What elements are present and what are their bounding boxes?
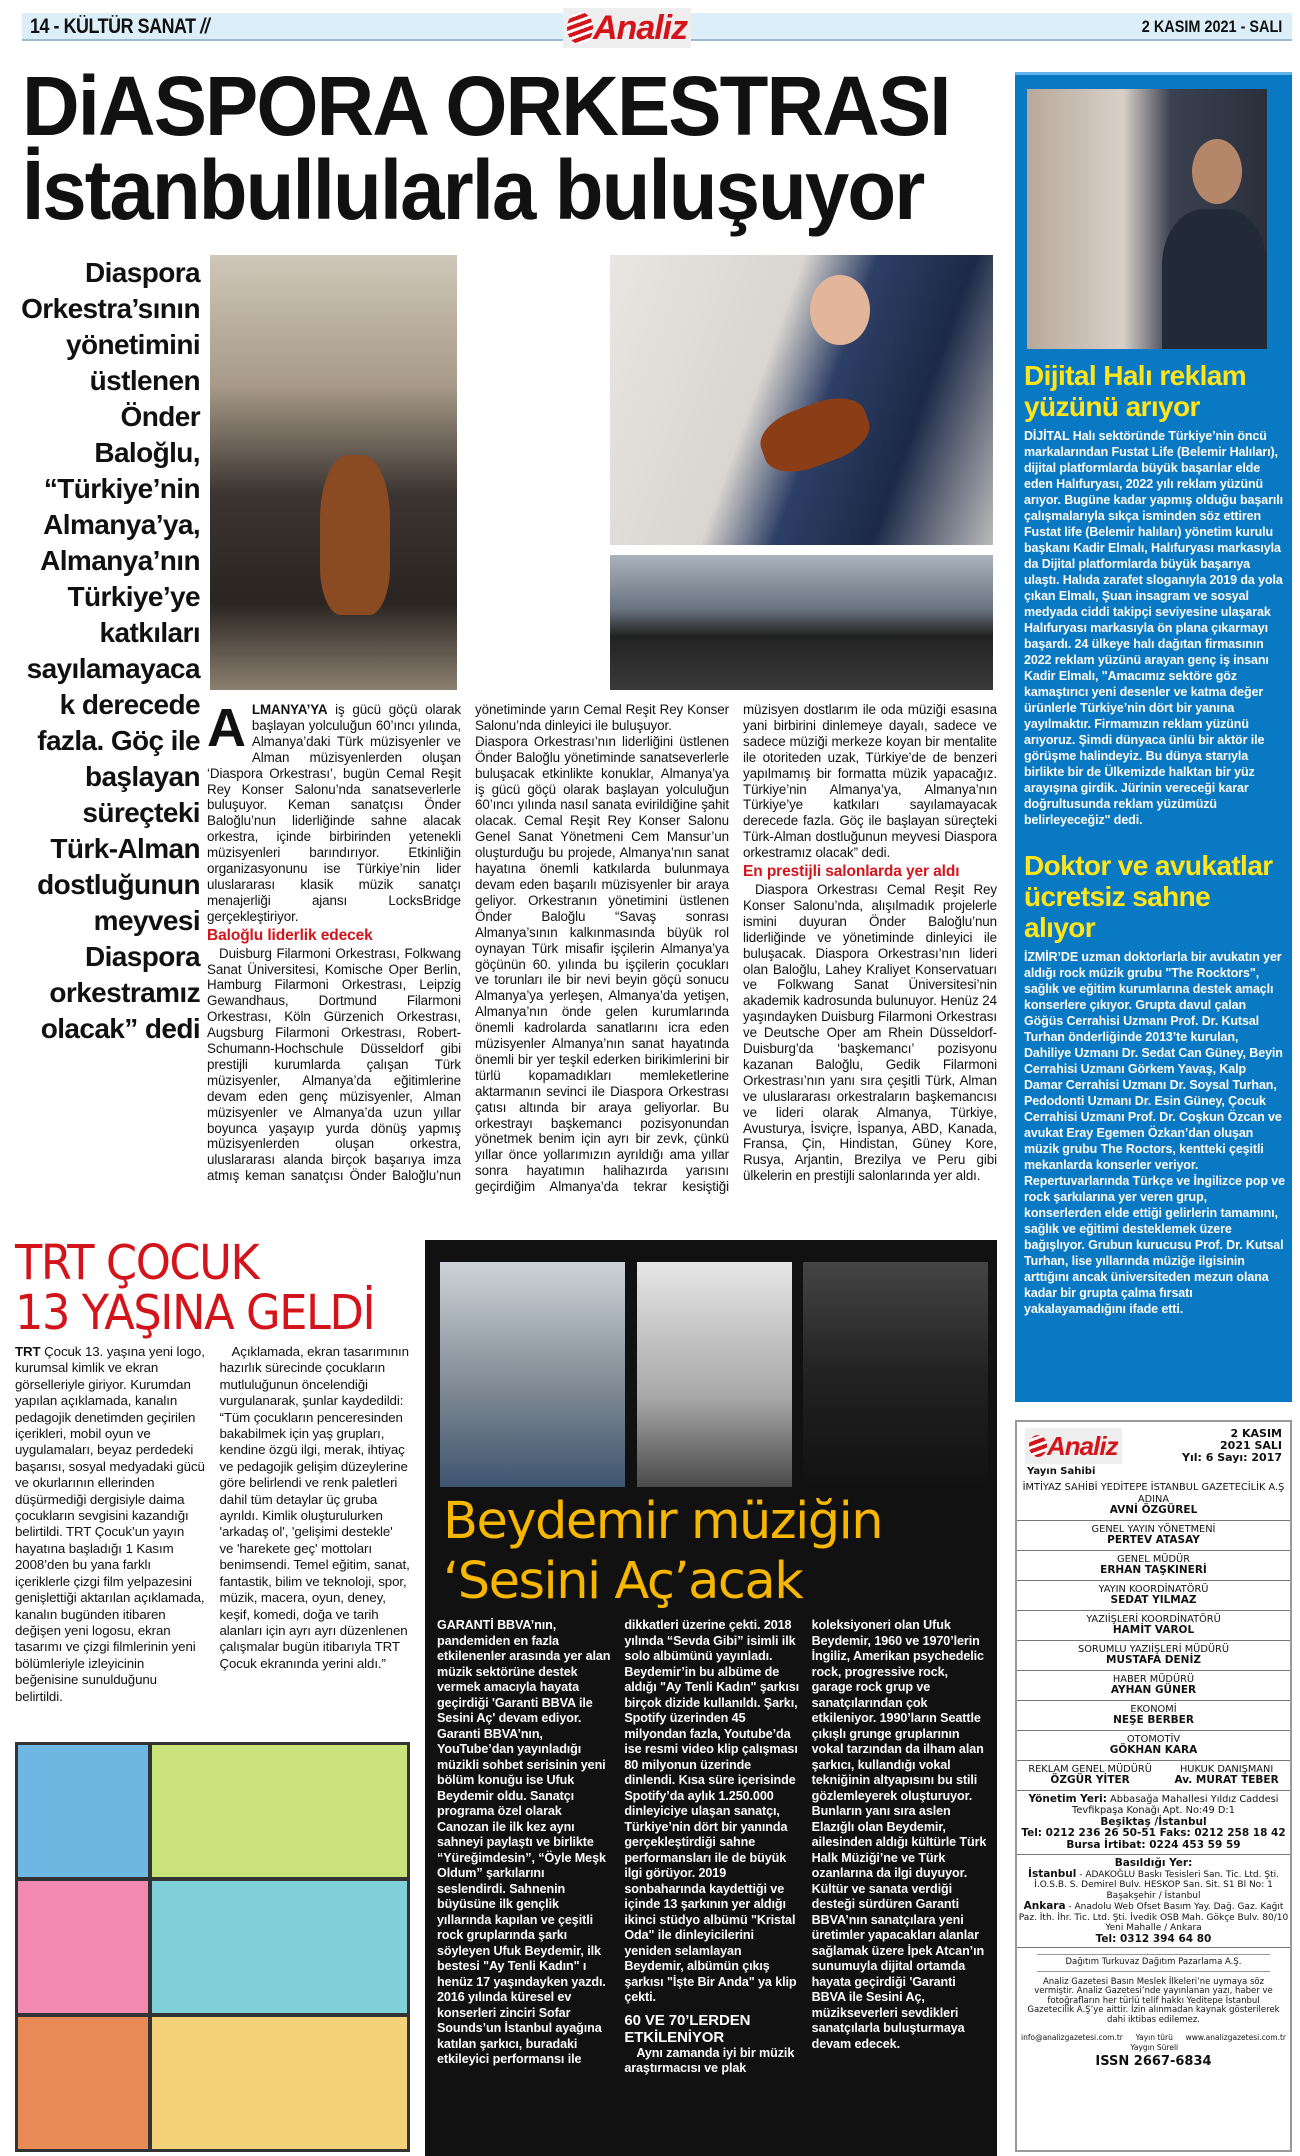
beydemir-photo-3 — [803, 1262, 988, 1487]
masthead-staff-row: GENEL MÜDÜR ERHAN TAŞKINERİ — [1017, 1551, 1290, 1581]
beydemir-headline: Beydemir müziğin ‘Sesini Aç’acak — [443, 1492, 883, 1611]
orchestra-group-photo — [210, 255, 457, 690]
sidebar-story-1 — [1024, 360, 1286, 828]
main-article-body: ALMANYA’YA iş gücü göçü olarak başlayan yolculuğun 60’ıncı yılında, Almanya’daki Türk müzisyenler ve Alman müzisyenlerden oluşan ‘Diaspora Orkestrası’, bugün Cemal Reşit Rey Konser Salonu’nda sanatseverlerle buluşuyor. Keman sanatçısı Önder Baloğlu’nun liderliğinde sahne alacak orkestra, içinde birbirinden yetenekli müzisyenleri barındırıyor. Etkinliğin organizasyonunu ise Türkiye’nin lider uluslararası klasik müzik sanatçı menajerliği ajansı LocksBridge gerçekleştiriyor. Baloğlu liderlik edecek Duisburg Filarmoni Orkestrası, Folkwang Sanat Üniversitesi, Komische Oper Berlin, Hamburg Filarmoni Orkestrası, Leipzig Gewandhaus, Dortmund Filarmoni Orkestrası, Köln Gürzenich Orkestrası, Augsburg Filarmoni Orkestrası, Robert-Schumann-Hochschule Düsseldorf gibi prestijli kurumlarda çalışan Türk müzisyenler, Almanya’da eğitimlerine devam eden genç müzisyenler, Alman müzisyenler ve Almanya’da uzun yıllar boyunca yaşayıp yurda dönüş yapmış müzisyenlerden oluşan orkestra, uluslararası alanda birçok başarıya imza atmış keman sanatçısı Önder Baloğlu’nun yönetiminde yarın Cemal Reşit Rey Konser Salonu’nda dinleyici ile buluşuyor. Diaspora Orkestrası’nın liderliğini üstlenen Önder Baloğlu yönetiminde sanatseverlerle buluşacak etkinlikte konuklar, Almanya’ya iş gücü göçü olarak başlayan yolculuğun 60’ıncı yılında nasıl sanata evirildiğine şahit olacak. Cemal Reşit Rey Konser Salonu Genel Sanat Yönetmeni Cem Mansur’un oluşturduğu bu projede, Almanya’nın sanat hayatına önemli katkılarda bulunmaya devam eden başarılı müzisyenler bir araya geliyor. Orkestranın yönetimini üstlenen Önder Baloğlu “Savaş sonrası Almanya’sının kalkınmasında büyük rol oynayan Türk misafir işçilerin Almanya’ya göçünün 60. yılında bu işçilerin çocukları ve torunları ile bir nevi beyin göçü sonucu Almanya’ya yerleşen, Almanya’da yetişen, Almanya’nın önde gelen kurumlarında önemli kadrolarda sanatlarını icra eden müzisyenler Almanya’nın sanat hayatında önemli bir yer teşkil ederken birikimlerini bir türlü kopamadıkları memleketlerine aktarmanın sevinci ile Diaspora Orkestrası çatısı altında bir araya geliyorlar. Bu orkestrayı başkemancı pozisyonundan yönetmek benim için ayrı bir zevk, çünkü yıllar önce yollarımızın ayrıldığı ama yıllar sonra hayatımın halihazırda yarısını geçirdiğim Almanya’da tekrar kesiştiği müzisyen dostlarım ile oda müziği esasına yani birbirini dinlemeye dayalı, sadece ve sadece müziği merkeze koyan bir mentalite ile otoriteden uzak, Türkiye’de de benzeri yapılmamış bir formatta müzik yapacağız. Türkiye’nin Almanya’ya, Almanya’nın Türkiye’ye katkıları sayılamayacak derecede fazla. Göç ile başlayan süreçteki Türk-Alman dostluğunun meyvesi Diaspora orkestramız olacak” dedi. En prestijli salonlarda yer aldı Diaspora Orkestrası Cemal Reşit Rey Konser Salonu’nda, alışılmadık projelerle ismini duyuran Önder Baloğlu’nun liderliğinde ve yönetiminde dinleyici ile buluşacak. Diaspora Orkestrası’nın lideri olan Baloğlu, Lahey Kraliyet Konservatuarı ve Folkwang Sanat Üniversitesi’nin akademik kadrosunda bulunuyor. Henüz 24 yaşındayken Duisburg Filarmoni Orkestrası ve Deutsche Oper am Rhein Düsseldorf-Duisburg’da ‘başkemancı’ pozisyonu kazanan Baloğlu, Gedik Filarmoni Orkestrası’nın yanı sıra çeşitli Türk, Alman ve uluslararası orkestraların başkemancısı ve lideri olarak Almanya, Türkiye, Avusturya, İsviçre, İspanya, ABD, Kanada, Fransa, Çin, Hindistan, Güney Kore, Rusya, Arjantin, Brezilya ve Peru gibi ülkelerin en prestijli salonlarında yer aldı. — [207, 698, 997, 1195]
section-label: 14 - KÜLTÜR SANAT // — [30, 15, 210, 38]
masthead-staff-row: YAZIİŞLERİ KOORDİNATÖRÜ HAMİT VAROL — [1017, 1611, 1290, 1641]
issn: ISSN 2667-6834 — [1095, 2054, 1212, 2069]
drop-cap: A — [207, 698, 246, 758]
cartoon-panel — [152, 2017, 407, 2149]
cartoon-panel — [152, 1745, 407, 1877]
sidebar-story-2 — [1024, 850, 1286, 1317]
violinist-photo — [610, 255, 993, 545]
trt-article-body: TRT Çocuk 13. yaşına yeni logo, kurumsal kimlik ve ekran görselleriyle giriyor. Kurumdan yapılan açıklamada, kanalın pedagojik denetimden geçirilen içerikleri, mobil oyun ve uygulamaları, beyaz perdedeki başarısı, sosyal medyadaki gücü ve okurlarının ellerinden düşürmediği dergisiyle daima çocukların sevgisini kazandığı belirtildi. TRT Çocuk’un yayın hayatına başladığı 1 Kasım 2008’den bu yana farklı içeriklerle çizgi film yelpazesini genişlettiği aktarılan açıklamada, kanalın bugünden itibaren değişen yeni logosu, ekran tasarımı ve çizgi filmlerinin yeni bölümleriyle izleyicinin beğenisine sunulduğunu belirtildi. Açıklamada, ekran tasarımının hazırlık sürecinde çocukların mutluluğunun öncelendiği vurgulanarak, şunlar kaydedildi: “Tüm çocukların penceresinden bakabilmek için yaş grupları, kendine özgü ilgi, merak, ihtiyaç ve pedagojik gelişim düzeylerine göre belirlendi ve renk paletleri dahil tüm detaylar üç gruba ayrıldı. Kimlik oluşturulurken 'arkadaş ol', 'gelişimi destekle' ve 'harekete geç' mottoları benimsendi. Temel eğitim, sanat, fantastik, bilim ve teknoloji, spor, müzik, macera, oyun, deney, keşif, komedi, doğa ve tarih alanları için ayrı ayrı düzenlenen çalışmalar bugün itibarıyla TRT Çocuk ekranında yerini aldı.” — [15, 1344, 410, 1704]
masthead-staff-list — [1017, 1479, 1290, 1761]
subheading: Baloğlu liderlik edecek — [207, 926, 373, 944]
masthead-staff-row: OTOMOTİV GÖKHAN KARA — [1017, 1731, 1290, 1761]
masthead-staff-row: YAYIN KOORDİNATÖRÜ SEDAT YILMAZ — [1017, 1581, 1290, 1611]
masthead-staff-row: İMTİYAZ SAHİBİ YEDİTEPE İSTANBUL GAZETECİLİK A.Ş ADINA AVNİ ÖZGÜREL — [1017, 1479, 1290, 1521]
orchestra-stage-photo — [610, 555, 993, 690]
subheading: 60 VE 70’LERDEN ETKİLENİYOR — [624, 2011, 751, 2046]
cartoon-panel — [152, 1881, 407, 2013]
trt-headline: TRT ÇOCUK 13 YAŞINA GELDİ — [15, 1235, 375, 1341]
trt-cartoon-collage — [15, 1742, 410, 2152]
headline-line-2: İstanbullularla buluşuyor — [22, 143, 924, 237]
beydemir-article — [425, 1240, 997, 2156]
kadir-elmali-photo — [1027, 89, 1267, 349]
sidebar-stories — [1024, 360, 1286, 1317]
masthead-staff-row: GENEL YAYIN YÖNETMENİ PERTEV ATASAY — [1017, 1521, 1290, 1551]
masthead-staff-row: SORUMLU YAZIİŞLERİ MÜDÜRÜ MUSTAFA DENİZ — [1017, 1641, 1290, 1671]
beydemir-photo-1 — [440, 1262, 625, 1487]
pull-quote: Diaspora Orkestra’sının yönetimini üstlenen Önder Baloğlu, “Türkiye’nin Almanya’ya, Almanya’nın Türkiye’ye katkıları sayılamayacak derecede fazla. Göç ile başlayan süreçteki Türk-Alman dostluğunun meyvesi Diaspora orkestramız olacak” dedi — [21, 257, 200, 1044]
masthead-box: Analiz 2 KASIM 2021 SALI Yıl: 6 Sayı: 2017 Yayın Sahibi İMTİYAZ SAHİBİ YEDİTEPE İSTANBUL GAZETECİLİK A.Ş ADINA AVNİ ÖZGÜREL GENEL YAYIN YÖNETMENİ PERTEV ATASAY GENEL MÜDÜR ERHAN TAŞKINERİ YAYIN KOORDİNATÖRÜ SEDAT YILMAZ YAZIİŞLERİ KOORDİNATÖRÜ HAMİT VAROL SORUMLU YAZIİŞLERİ MÜDÜRÜ MUSTAFA DENİZ HABER MÜDÜRÜ AYHAN GÜNER EKONOMİ NEŞE BERBER OTOMOTİV GÖKHAN KARA REKLAM GENEL MÜDÜRÜ ÖZGÜR YİTER HUKUK DANIŞMANI Av. MURAT TEBER Yönetim Yeri: Abbasağa Mahallesi Yıldız Caddesi Tevfikpaşa Konağı Apt. No:49 D:1 Beşiktaş /İstanbul Tel: 0212 236 26 50-51 Faks: 0212 258 18 42 Bursa İrtibat: 0224 453 59 59 Basıldığı Yer: İstanbul - ADAKOĞLU Baskı Tesisleri San. Tic. Ltd. Şti. İ.O.S.B. S. Demirel Bulv. HESKOP San. Sit. S1 Bl No: 1 Başakşehir / İstanbul Ankara - Anadolu Web Ofset Basım Yay. Dağ. Gaz. Kağıt Paz. İth. İhr. Tic. Ltd. Şti. İvedik OSB Mah. Gökçe Bulv. 80/10 Yeni Mahalle / Ankara Tel: 0312 394 64 80 Dağıtım Turkuvaz Dağıtım Pazarlama A.Ş. Analiz Gazetesi Basın Meslek İlkeleri’ne uymaya söz vermiştir. Analiz Gazetesi’nde yayınlanan yazı, haber ve fotoğrafların her türlü telif hakkı Yeditepe İstanbul Gazetecilik A.Ş’ye aittir. İzin alınmadan kaynak gösterilerek dahi iktibas edilemez. info@analizgazetesi.com.tr Yayın türü Yaygın Süreli www.analizgazetesi.com.tr ISSN 2667-6834 — [1015, 1420, 1292, 2152]
masthead-staff-row: EKONOMİ NEŞE BERBER — [1017, 1701, 1290, 1731]
newspaper-logo: Analiz — [563, 8, 691, 48]
headline-line-1: DiASPORA ORKESTRASI — [22, 59, 950, 153]
logo-icon — [567, 12, 593, 44]
masthead-logo: Analiz — [1025, 1428, 1122, 1464]
sidebar-story-2-text: İZMİR’DE uzman doktorlarla bir avukatın yer aldığı rock müzik grubu "The Rocktors", sağlık ve eğitim kurumlarına destek amaçlı konserlere çıkıyor. Grupta davul çalan Göğüs Cerrahisi Uzmanı Prof. Dr. Kutsal Turhan önderliğinde 2013’te kurulan, Dahiliye Uzmanı Dr. Sedat Can Güney, Beyin Cerrahisi Uzmanı Görkem Yavaş, Kalp Damar Cerrahisi Uzmanı Dr. Soysal Turhan, Pedodonti Uzmanı Dr. Esin Güney, Çocuk Cerrahisi Uzmanı Prof. Dr. Coşkun Özcan ve avukat Eray Egemen Özkan’dan oluşan müzik grubu The Roctors, kentteki çeşitli mekanlarda konserler veriyor. Repertuvarlarında Türkçe ve İngilizce pop ve rock şarkılarına yer veren grup, konserlerden elde ettiği gelirlerin tamamını, sağlık ve eğitimi desteklemek üzere bağışlıyor. Grubun kurucusu Prof. Dr. Kutsal Turhan, lise yıllarında müziğe ilgisinin arttığını ancak üniversiteden mezun olana kadar bir grupta çalma fırsatı yakalayamadığını ifade etti. — [1024, 950, 1285, 1316]
sidebar-story-1-text: DİJİTAL Halı sektöründe Türkiye’nin öncü markalarından Fustat Life (Belemir Halıları), dijital platformlarda büyük başarılar elde eden Halıfuryası, 2022 yılı reklam yüzünü arıyor. Bugüne kadar yapmış olduğu başarılı çalışmalarıyla sıkça isminden söz ettiren Fustat life (Belemir halıları) yönetim kurulu başkanı Kadir Elmalı, Halıfuryası markasıyla da Dijital platformlarda büyük başarıya ulaştı. Halıda zarafet sloganıyla 2019 da yola çıkan Elmalı, Şuan insagram ve sosyal medyada ciddi takipçi seviyesine ulaşarak Halıfuryası markasıyla ön plana çıkarmayı başardı. 24 ülkeye halı dağıtan firmasının 2022 reklam yüzünü arayan genç iş insanı Kadir Elmalı, "Amacımız sektöre göz kamaştırıcı yeni desenler ve katma değer ürünlerle Türkiye’nin dört bir yanına yayılmaktır. Firmamızın reklam yüzünü arıyoruz. Şimdi dünyaca ünlü bir aktör ile görüşme halindeyiz. Bu dünya starıyla birlikte bir de Ülkemizde halktan bir yüz arayışına girdik. Jürinin vereceği karar doğrultusunda reklam yüzümüzü belirleyeceğiz" dedi. — [1024, 429, 1283, 827]
sidebar-story-2-title: Doktor ve avukatlar ücretsiz sahne alıyor — [1024, 850, 1273, 943]
cartoon-panel — [18, 1745, 148, 1877]
beydemir-article-body: GARANTİ BBVA’nın, pandemiden en fazla etkilenenler arasında yer alan müzik sektörüne destek vermek amacıyla hayata geçirdiği 'Garanti BBVA ile Sesini Aç' devam ediyor. Garanti BBVA’nın, YouTube’dan yayınladığı müzikli sohbet serisinin yeni bölüm konuğu ise Ufuk Beydemir oldu. Sanatçı programa özel olarak Canozan ile ilk kez aynı sahneyi paylaştı ve birlikte “Yüreğimdesin”, “Öyle Meşk Oldum” şarkılarını seslendirdi. Sahnenin büyüsüne ilk gençlik yıllarında kapılan ve çeşitli rock gruplarında şarkı söyleyen Ufuk Beydemir, ilk bestesi "Ay Tenli Kadın" ı henüz 17 yaşındayken yazdı. 2016 yılında küresel ev konserleri zinciri Sofar Sounds’un İstanbul ayağına katılan şarkıcı, buradaki etkileyici performansı ile dikkatleri üzerine çekti. 2018 yılında “Sevda Gibi” isimli ilk solo albümünü yayınladı. Beydemir’in bu albüme de aldığı "Ay Tenli Kadın" şarkısı birçok dizide kullanıldı. Şarkı, Spotify üzerinden 45 milyondan fazla, Youtube’da ise resmi video klip çalışması 80 milyonun üzerinde dinlendi. Kısa süre içerisinde Spotify’da aylık 1.250.000 dinleyiciye ulaşan sanatçı, Türkiye’nin dört bir yanında gerçekleştirdiği sahne performansları ile de büyük ilgi görüyor. 2019 sonbaharında kaydettiği ve içinde 13 şarkının yer aldığı ikinci stüdyo albümü "Kristal Oda" ile dinleyicilerini yeniden selamlayan Beydemir, albümün çıkış şarkısı "İşte Bir Anda" ya klip çekti. 60 VE 70’LERDEN ETKİLENİYOR Aynı zamanda iyi bir müzik araştırmacısı ve plak koleksiyoneri olan Ufuk Beydemir, 1960 ve 1970’lerin İngiliz, Amerikan psychedelic rock, progressive rock, garage rock grup ve sanatçılarından çok etkileniyor. 1990’ların Seattle çıkışlı grunge gruplarının vokal tarzından da ilham alan şarkıcı, kullandığı vokal tekniğinin altyapısını bu stili gözlemleyerek oluşturuyor. Bunların yanı sıra aslen Elazığlı olan Beydemir, ailesinden aldığı kültürle Türk Halk Müziği’ne ve Türk ozanlarına da ilgi duyuyor. Kültür ve sanata verdiği desteği sürdüren Garanti BBVA’nın sanatçılara yeni üretimler yapacakları alanlar sağlamak üzere İpek Atcan’ın sunumuyla dijital ortamda hayata geçirdiği 'Garanti BBVA ile Sesini Aç, müzikseverleri sevdikleri sanatçılarla buluşturmaya devam edecek. — [437, 1618, 987, 2075]
subheading: En prestijli salonlarda yer aldı — [743, 863, 960, 881]
issue-date: 2 KASIM 2021 - SALI — [1141, 17, 1282, 36]
masthead-staff-row: HABER MÜDÜRÜ AYHAN GÜNER — [1017, 1671, 1290, 1701]
sidebar-story-1-title: Dijital Halı reklam yüzünü arıyor — [1024, 360, 1247, 422]
cartoon-panel — [18, 2017, 148, 2149]
cartoon-panel — [18, 1881, 148, 2013]
beydemir-photo-2 — [637, 1262, 792, 1487]
sidebar-news — [1015, 72, 1292, 1402]
